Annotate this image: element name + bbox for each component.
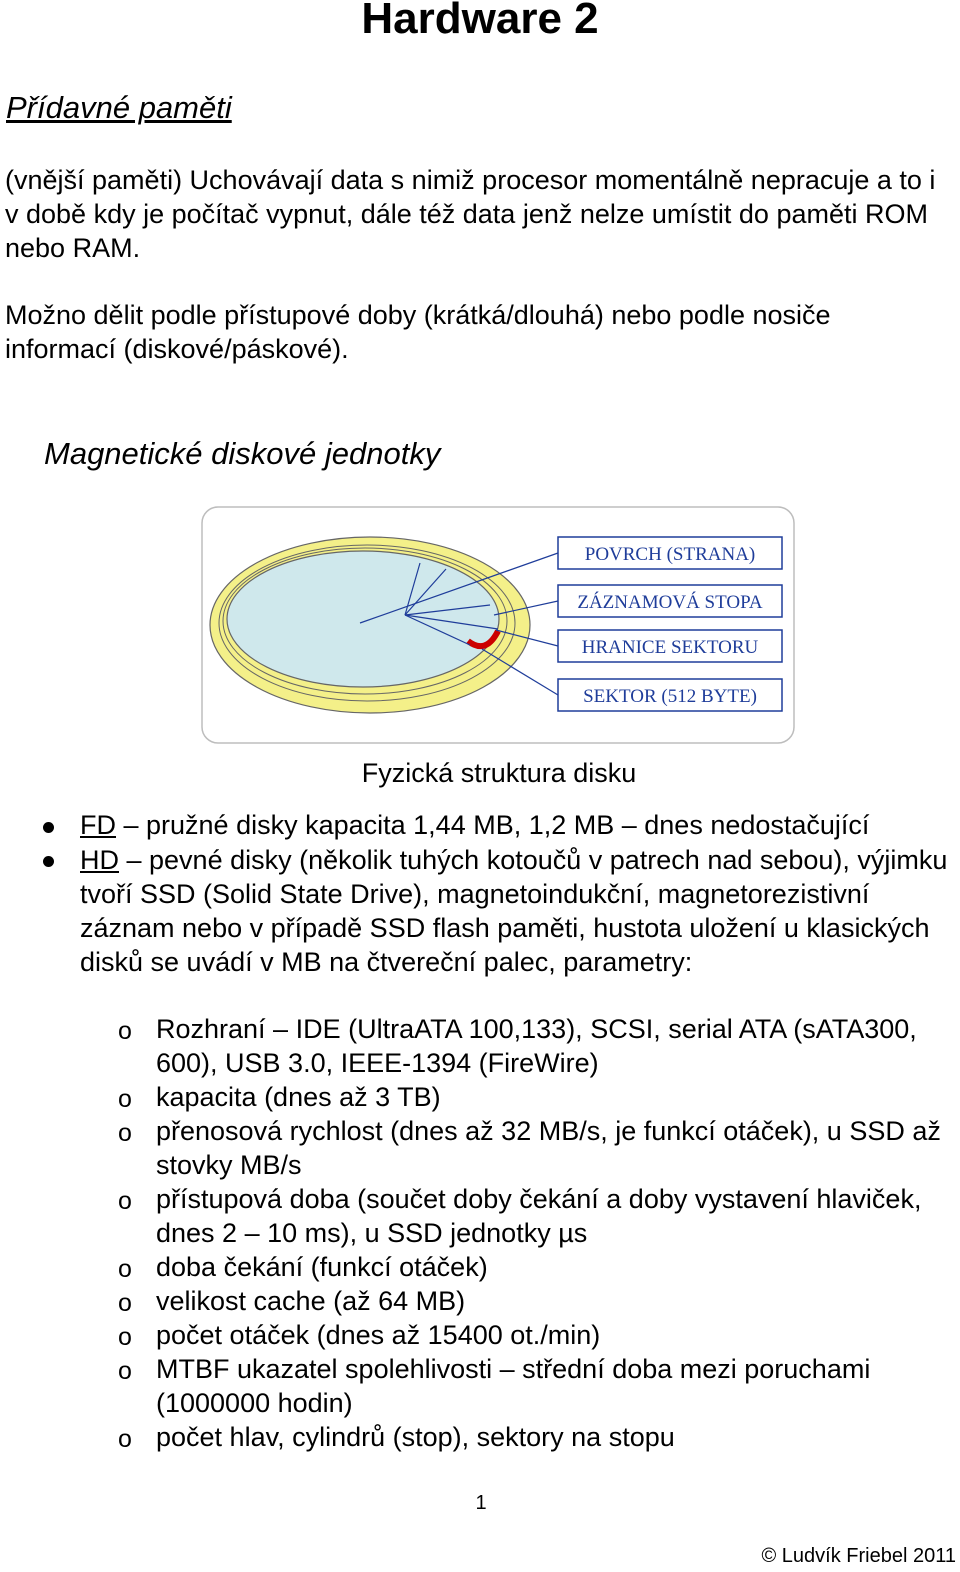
sub-item-cache: velikost cache (až 64 MB) [156,1286,466,1316]
sub-marker: o [118,1255,132,1283]
page-number: 1 [475,1492,487,1514]
bullet-fd [80,808,950,842]
sub-marker: o [118,1323,132,1351]
sub-item-doba-cekani: doba čekání (funkcí otáček) [156,1252,488,1282]
section-heading-magneticke-diskove-jednotky: Magnetické diskové jednotky [44,436,441,471]
bullet-hd [80,843,950,979]
footer-copyright: © Ludvík Friebel 2011 [761,1545,956,1567]
sub-item-hlavy-cylindry: počet hlav, cylindrů (stop), sektory na stopu [156,1422,675,1452]
sub-item-kapacita: kapacita (dnes až 3 TB) [156,1082,441,1112]
sub-item-mtbf: MTBF ukazatel spolehlivosti – střední doba mezi poruchami (1000000 hodin) [156,1354,871,1418]
diagram-label-text: HRANICE SEKTORU [581,637,759,658]
sub-marker: o [118,1187,132,1215]
sub-marker: o [118,1425,132,1453]
bullet-text: – pevné disky (několik tuhých kotoučů v patrech nad sebou), výjimku tvoří SSD (Solid State Drive), magnetoindukční, magnetorezistivní záznam nebo v případě SSD flash paměti, hustota uložení u klasických disků se uvádí v MB na čtvereční palec, parametry: [80,845,948,977]
diagram-label-sektor [558,679,782,711]
disk-structure-diagram [200,505,796,745]
bullet-text: – pružné disky kapacita 1,44 MB, 1,2 MB – dnes nedostačující [116,810,870,840]
disk-surface [227,551,499,687]
intro-paragraph: (vnější paměti) Uchovávají data s nimiž procesor momentálně nepracuje a to i v době kdy je počítač vypnut, dále též data jenž nelze umístit do paměti ROM nebo RAM. [5,165,936,263]
diagram-label-stopa [558,585,782,617]
diagram-label-povrch [558,537,782,569]
section-heading-pridavne-pameti: Přídavné paměti [6,90,232,125]
diagram-caption: Fyzická struktura disku [361,758,637,788]
bullet-dot [43,856,54,867]
sub-marker: o [118,1119,132,1147]
sub-item-pocet-otacek: počet otáček (dnes až 15400 ot./min) [156,1320,601,1350]
sub-marker: o [118,1289,132,1317]
sub-item-pristupova-doba: přístupová doba (součet doby čekání a doby vystavení hlaviček, dnes 2 – 10 ms), u SSD jednotky µs [156,1184,922,1248]
bullet-abbr: HD [80,845,119,875]
sub-marker: o [118,1085,132,1113]
sub-marker: o [118,1357,132,1385]
bullet-abbr: FD [80,810,116,840]
sub-item-prenosova-rychlost: přenosová rychlost (dnes až 32 MB/s, je funkcí otáček), u SSD až stovky MB/s [156,1116,941,1180]
diagram-label-text: POVRCH (STRANA) [584,544,756,565]
diagram-label-hranice [558,630,782,662]
diagram-label-text: ZÁZNAMOVÁ STOPA [577,592,763,613]
sub-marker: o [118,1017,132,1045]
diagram-label-text: SEKTOR (512 BYTE) [583,686,757,707]
bullet-dot [43,822,54,833]
page-title: Hardware 2 [361,0,599,43]
sub-item-rozhrani: Rozhraní – IDE (UltraATA 100,133), SCSI, serial ATA (sATA300, 600), USB 3.0, IEEE-1394 (FireWire) [156,1014,917,1078]
division-paragraph: Možno dělit podle přístupové doby (krátká/dlouhá) nebo podle nosiče informací (diskové/páskové). [5,300,831,364]
